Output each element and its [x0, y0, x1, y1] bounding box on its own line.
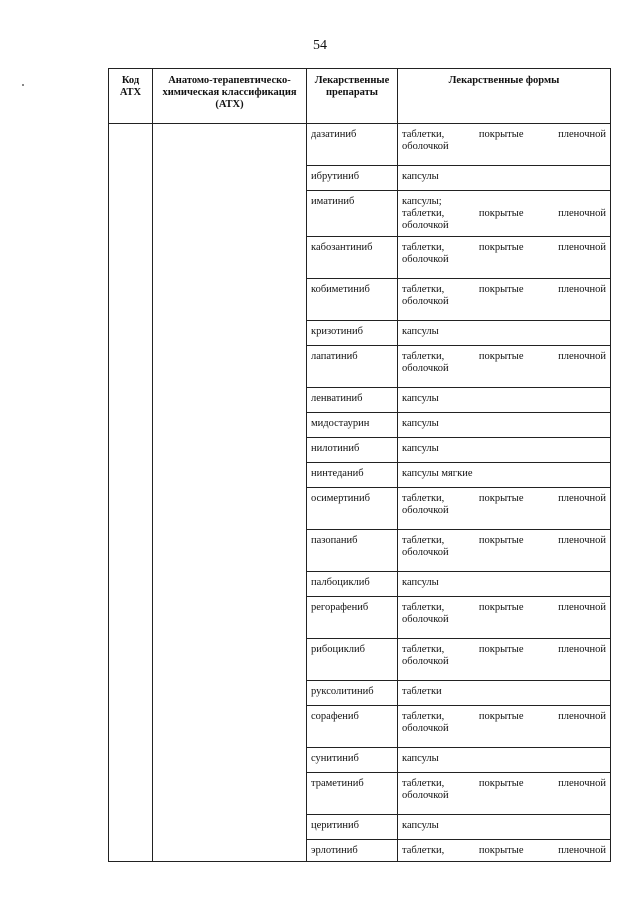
drug-form-word: покрытые: [478, 284, 524, 295]
drug-name: иматиниб: [307, 191, 398, 237]
drug-form-word: таблетки,: [402, 602, 445, 613]
drug-form-line: оболочкой: [402, 614, 449, 625]
drug-form-word: покрытые: [478, 493, 524, 504]
drug-form-line: оболочкой: [402, 141, 449, 152]
drug-form-line: капсулы;: [402, 196, 442, 207]
drug-form-line: [402, 351, 606, 363]
drug-form: [398, 530, 611, 572]
drug-name: рибоциклиб: [307, 639, 398, 681]
drug-form-word: таблетки,: [402, 644, 445, 655]
drug-form: капсулы: [398, 748, 611, 773]
header-code: Код АТХ: [109, 69, 153, 124]
drug-form: [398, 840, 611, 862]
drug-form-word: пленочной: [558, 242, 606, 253]
drug-form: [398, 279, 611, 321]
drug-form-line: [402, 778, 606, 790]
drug-name: эрлотиниб: [307, 840, 398, 862]
drug-form-word: пленочной: [558, 602, 606, 613]
drug-form: [398, 488, 611, 530]
table-body: [109, 124, 611, 862]
drug-form-word: покрытые: [478, 602, 524, 613]
drug-form-line: оболочкой: [402, 656, 449, 667]
drug-form: [398, 124, 611, 166]
drug-form-word: таблетки,: [402, 493, 445, 504]
drug-name: нилотиниб: [307, 438, 398, 463]
drug-name: кобиметиниб: [307, 279, 398, 321]
drug-form-line: [402, 644, 606, 656]
drug-form-word: таблетки,: [402, 778, 445, 789]
drug-form-line: [402, 535, 606, 547]
drug-form-line: оболочкой: [402, 547, 449, 558]
header-forms: Лекарственные формы: [398, 69, 611, 124]
drug-form-line: [402, 284, 606, 296]
drug-form-word: таблетки,: [402, 208, 445, 219]
drug-form-word: пленочной: [558, 711, 606, 722]
atc-cell: [153, 124, 307, 862]
drug-name: осимертиниб: [307, 488, 398, 530]
drug-name: регорафениб: [307, 597, 398, 639]
drug-form-word: пленочной: [558, 644, 606, 655]
drug-form-word: покрытые: [478, 242, 524, 253]
drug-name: руксолитиниб: [307, 681, 398, 706]
header-atc: Анатомо-терапевтическо-химическая классификация (АТХ): [153, 69, 307, 124]
drug-form-line: [402, 845, 606, 857]
drug-form-word: пленочной: [558, 284, 606, 295]
drug-form-word: покрытые: [478, 129, 524, 140]
drug-form-word: таблетки,: [402, 845, 445, 856]
drug-form-word: пленочной: [558, 351, 606, 362]
drug-form: [398, 773, 611, 815]
drug-form-word: покрытые: [478, 711, 524, 722]
drug-name: ибрутиниб: [307, 166, 398, 191]
drug-form-word: пленочной: [558, 778, 606, 789]
drug-form-line: [402, 208, 606, 220]
drug-form-word: таблетки,: [402, 535, 445, 546]
drug-form: [398, 237, 611, 279]
drug-form-word: таблетки,: [402, 711, 445, 722]
drug-form: капсулы: [398, 815, 611, 840]
drug-form-word: таблетки,: [402, 351, 445, 362]
drug-name: кабозантиниб: [307, 237, 398, 279]
drug-form-word: покрытые: [478, 351, 524, 362]
table-row: [109, 124, 611, 166]
drug-form: капсулы: [398, 413, 611, 438]
drug-name: пазопаниб: [307, 530, 398, 572]
drug-form-line: оболочкой: [402, 296, 449, 307]
drug-name: кризотиниб: [307, 321, 398, 346]
drug-form-word: покрытые: [478, 644, 524, 655]
drug-form: капсулы: [398, 572, 611, 597]
drug-form: капсулы мягкие: [398, 463, 611, 488]
drug-form-word: покрытые: [478, 535, 524, 546]
drug-table: [108, 68, 611, 862]
drug-form-line: оболочкой: [402, 505, 449, 516]
drug-form-line: [402, 711, 606, 723]
drug-form-word: покрытые: [478, 208, 524, 219]
drug-form: [398, 346, 611, 388]
header-drugs: Лекарственные препараты: [307, 69, 398, 124]
drug-form-line: оболочкой: [402, 220, 449, 231]
drug-form-line: [402, 242, 606, 254]
drug-form: [398, 191, 611, 237]
drug-name: дазатиниб: [307, 124, 398, 166]
drug-form: таблетки: [398, 681, 611, 706]
drug-form: капсулы: [398, 388, 611, 413]
drug-name: сунитиниб: [307, 748, 398, 773]
drug-name: палбоциклиб: [307, 572, 398, 597]
scan-margin-mark: [22, 84, 24, 86]
drug-form-word: пленочной: [558, 129, 606, 140]
drug-name: ленватиниб: [307, 388, 398, 413]
drug-form-line: [402, 602, 606, 614]
drug-form: капсулы: [398, 321, 611, 346]
drug-form-word: пленочной: [558, 535, 606, 546]
drug-name: лапатиниб: [307, 346, 398, 388]
drug-form-line: оболочкой: [402, 723, 449, 734]
page-number: 54: [313, 38, 327, 53]
drug-form-line: оболочкой: [402, 790, 449, 801]
drug-form-word: таблетки,: [402, 284, 445, 295]
drug-form-word: покрытые: [478, 778, 524, 789]
drug-form: [398, 597, 611, 639]
drug-form-line: оболочкой: [402, 254, 449, 265]
drug-name: мидостаурин: [307, 413, 398, 438]
drug-form: [398, 706, 611, 748]
drug-form-line: оболочкой: [402, 363, 449, 374]
drug-form-word: таблетки,: [402, 129, 445, 140]
drug-form-line: [402, 129, 606, 141]
drug-name: церитиниб: [307, 815, 398, 840]
drug-form-word: покрытые: [478, 845, 524, 856]
drug-form: капсулы: [398, 438, 611, 463]
drug-form-word: пленочной: [558, 208, 606, 219]
table-header-row: [109, 69, 611, 124]
drug-name: нинтеданиб: [307, 463, 398, 488]
drug-form-word: таблетки,: [402, 242, 445, 253]
drug-form: капсулы: [398, 166, 611, 191]
drug-form: [398, 639, 611, 681]
drug-form-line: [402, 493, 606, 505]
drug-name: траметиниб: [307, 773, 398, 815]
drug-name: сорафениб: [307, 706, 398, 748]
drug-form-word: пленочной: [558, 493, 606, 504]
drug-form-word: пленочной: [558, 845, 606, 856]
code-cell: [109, 124, 153, 862]
